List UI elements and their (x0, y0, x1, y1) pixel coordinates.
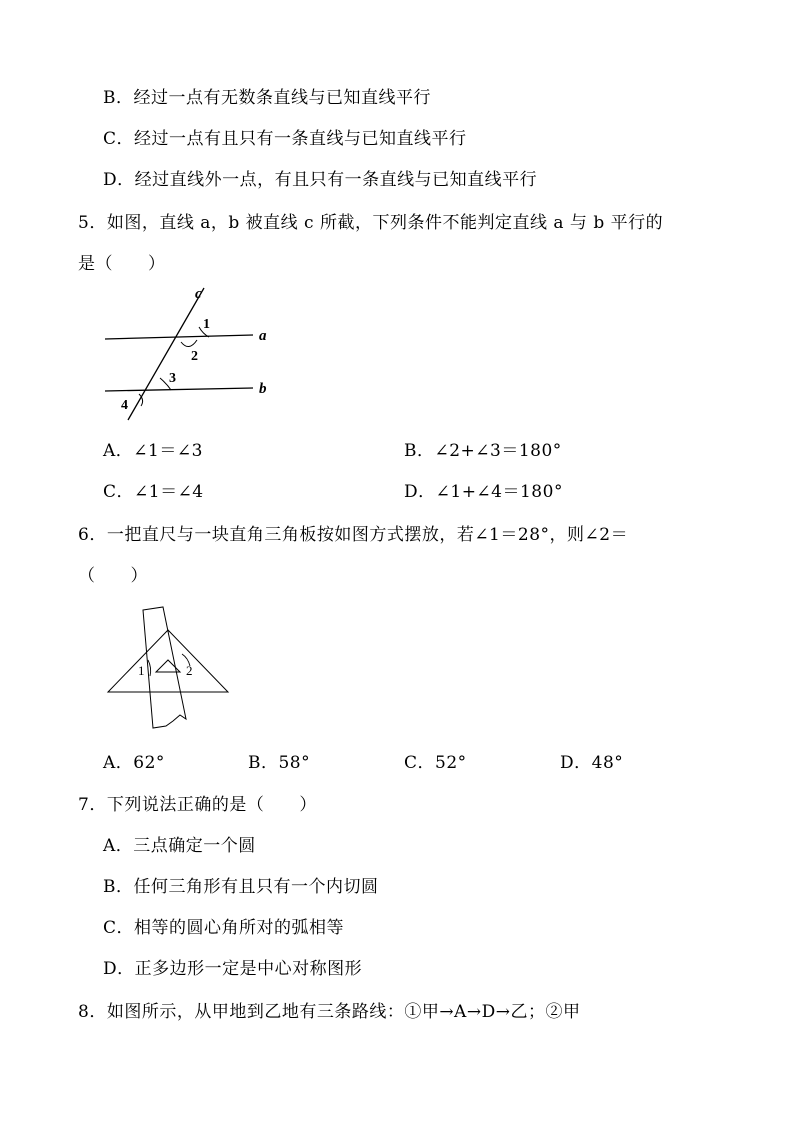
angle-2-arc (181, 340, 197, 347)
q5-option-d: D．∠1+∠4＝180° (404, 482, 563, 502)
q6-stem-line1: 6．一把直尺与一块直角三角板按如图方式摆放，若∠1＝28°，则∠2＝ (78, 525, 629, 545)
line-a (105, 335, 253, 339)
q6-option-b: B．58° (248, 753, 311, 773)
q7-option-d: D．正多边形一定是中心对称图形 (103, 959, 363, 979)
q7-option-b: B．任何三角形有且只有一个内切圆 (103, 877, 379, 897)
q7-option-a: A．三点确定一个圆 (103, 836, 256, 856)
q7-option-c: C．相等的圆心角所对的弧相等 (103, 918, 345, 938)
label-a: a (259, 328, 267, 344)
angle-label-3: 3 (169, 371, 176, 386)
angle-label-1: 1 (203, 317, 210, 332)
q4-option-c: C．经过一点有且只有一条直线与已知直线平行 (103, 129, 467, 149)
angle-label-4: 4 (121, 398, 128, 413)
triangle-ruler (108, 630, 228, 692)
q6-figure (100, 604, 240, 732)
q5-option-c: C．∠1＝∠4 (103, 482, 204, 502)
angle-label-2: 2 (186, 663, 193, 678)
q6-option-c: C．52° (404, 753, 467, 773)
q5-option-b: B．∠2+∠3＝180° (404, 441, 562, 461)
q5-stem-line1: 5．如图，直线 a，b 被直线 c 所截，下列条件不能判定直线 a 与 b 平行的 (78, 213, 664, 233)
q6-option-a: A．62° (103, 753, 165, 773)
label-b: b (259, 381, 267, 397)
label-c: c (195, 286, 202, 302)
q6-option-d: D．48° (560, 753, 624, 773)
angle-label-2: 2 (191, 349, 198, 364)
angle-label-1: 1 (138, 663, 145, 678)
q5-stem-line2: 是（ ） (78, 254, 166, 274)
q4-option-d: D．经过直线外一点，有且只有一条直线与已知直线平行 (103, 170, 538, 190)
q6-stem-line2: （ ） (78, 566, 148, 586)
q4-option-b: B．经过一点有无数条直线与已知直线平行 (103, 88, 431, 108)
line-b (105, 388, 253, 391)
q5-figure (95, 282, 295, 422)
q7-stem: 7．下列说法正确的是（ ） (78, 795, 317, 815)
q8-stem: 8．如图所示，从甲地到乙地有三条路线：①甲→A→D→乙；②甲 (78, 1002, 581, 1022)
straight-ruler (143, 607, 186, 728)
q5-option-a: A．∠1＝∠3 (103, 441, 203, 461)
